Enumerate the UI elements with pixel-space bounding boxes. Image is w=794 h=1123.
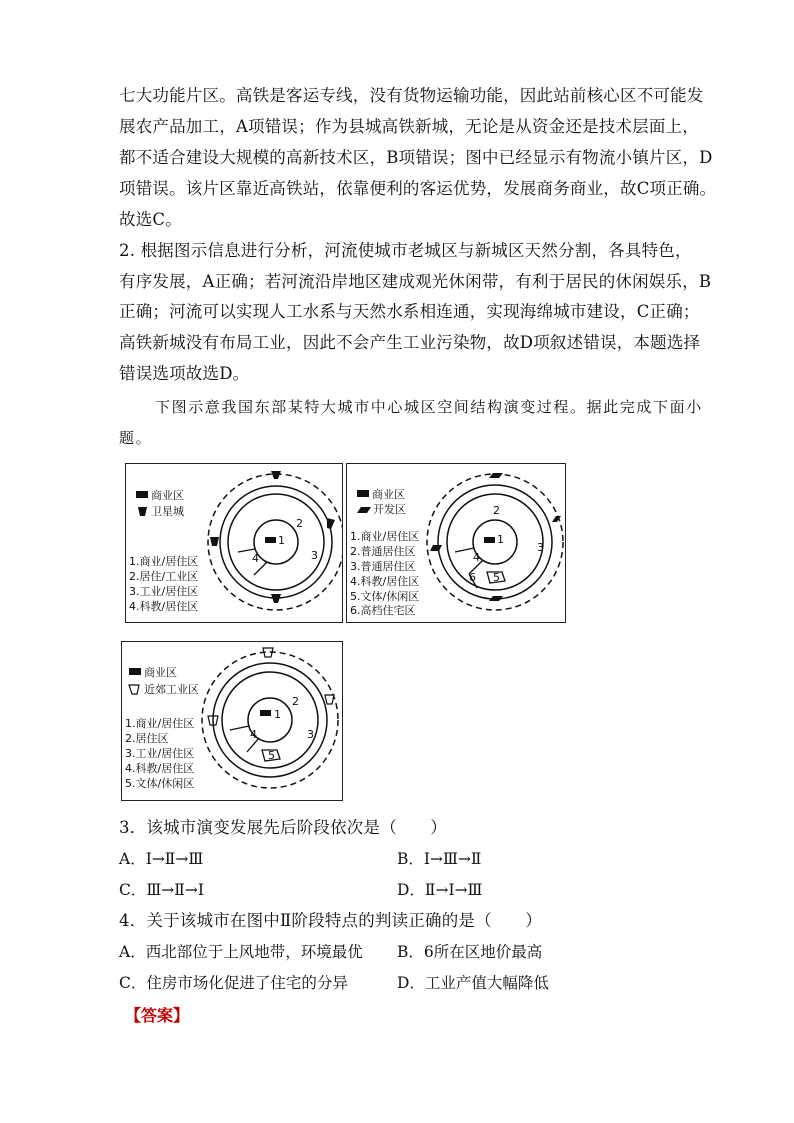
ring-label: 1 bbox=[497, 533, 504, 546]
commercial-legend-icon bbox=[129, 668, 141, 675]
ring-label: 5 bbox=[268, 749, 275, 762]
commercial-legend-icon bbox=[136, 491, 148, 498]
industrial-legend-icon bbox=[129, 685, 139, 694]
zone-label: 3.工业/居住区 bbox=[125, 747, 195, 760]
question-intro-cont: 题。 bbox=[119, 429, 153, 447]
satellite-town-icon bbox=[327, 518, 335, 529]
satellite-town-icon bbox=[271, 594, 281, 603]
zone-label: 3.工业/居住区 bbox=[129, 585, 199, 598]
industrial-zone-icon bbox=[325, 695, 334, 704]
option-a[interactable]: A．西北部位于上风地带，环境最优 bbox=[119, 943, 363, 961]
explanation-line: 错误选项故选D。 bbox=[119, 364, 250, 383]
explanation-line: 七大功能片区。高铁是客运专线，没有货物运输功能，因此站前核心区不可能发 bbox=[119, 86, 704, 105]
zone-label: 2.普通居住区 bbox=[350, 545, 416, 558]
explanation-line: 正确；河流可以实现人工水系与天然水系相连通，实现海绵城市建设，C正确； bbox=[119, 302, 700, 321]
zone-label: 1.商业/居住区 bbox=[350, 530, 420, 543]
satellite-town-legend-icon bbox=[138, 507, 147, 516]
answer-label: 【答案】 bbox=[125, 1006, 190, 1025]
explanation-line: 项错误。该片区靠近高铁站，依靠便利的客运优势，发展商务商业，故C项正确。 bbox=[119, 179, 717, 198]
zone-label: 4.科教/居住区 bbox=[129, 600, 199, 613]
ring-label: 1 bbox=[278, 534, 285, 547]
zone-label: 1.商业/居住区 bbox=[125, 717, 195, 730]
commercial-icon bbox=[484, 537, 495, 543]
ring-label: 2 bbox=[296, 517, 303, 530]
legend-label: 近郊工业区 bbox=[144, 683, 199, 696]
satellite-town-icon bbox=[271, 471, 281, 479]
question-intro: 下图示意我国东部某特大城市中心城区空间结构演变过程。据此完成下面小 bbox=[155, 398, 703, 416]
explanation-line: 高铁新城没有布局工业，因此不会产生工业污染物，故D项叙述错误，本题选择 bbox=[119, 333, 701, 352]
ring-label: 5 bbox=[493, 571, 500, 584]
zone-label: 2.居住区 bbox=[125, 732, 169, 745]
explanation-line: 故选C。 bbox=[119, 210, 182, 229]
ring-label: 3 bbox=[311, 549, 318, 562]
explanation-line: 展农产品加工，A项错误；作为县城高铁新城，无论是从资金还是技术层面上， bbox=[119, 117, 699, 136]
development-zone-icon bbox=[489, 596, 503, 601]
legend-label: 商业区 bbox=[151, 489, 184, 502]
explanation-line: 有序发展，A正确；若河流沿岸地区建成观光休闲带，有利于居民的休闲娱乐，B bbox=[119, 272, 712, 291]
legend-label: 商业区 bbox=[372, 488, 405, 501]
commercial-icon bbox=[265, 537, 276, 543]
option-c[interactable]: C．住房市场化促进了住宅的分异 bbox=[119, 974, 348, 992]
zone-label: 2.居住/工业区 bbox=[129, 570, 199, 583]
option-c[interactable]: C．Ⅲ→Ⅱ→Ⅰ bbox=[119, 881, 204, 899]
ring-label: 3 bbox=[537, 541, 544, 554]
ring-label: 2 bbox=[292, 695, 299, 708]
ring-label: 2 bbox=[493, 504, 500, 517]
question-stem: 4．关于该城市在图中Ⅱ阶段特点的判读正确的是（ ） bbox=[119, 911, 542, 930]
diagram-panel-3 bbox=[121, 641, 343, 801]
question-stem: 3．该城市演变发展先后阶段依次是（ ） bbox=[119, 818, 447, 837]
option-d[interactable]: D．Ⅱ→Ⅰ→Ⅲ bbox=[397, 881, 483, 899]
legend-label: 卫星城 bbox=[151, 505, 184, 518]
diagram-panel-1 bbox=[125, 463, 343, 623]
option-d[interactable]: D．工业产值大幅降低 bbox=[397, 974, 549, 992]
zone-label: 6.高档住宅区 bbox=[350, 604, 416, 617]
industrial-zone-icon bbox=[263, 648, 273, 657]
ring-label: 6 bbox=[469, 571, 476, 584]
legend-label: 商业区 bbox=[144, 666, 177, 679]
development-zone-icon bbox=[430, 545, 442, 551]
option-a[interactable]: A．Ⅰ→Ⅱ→Ⅲ bbox=[119, 850, 204, 868]
zone-label: 4.科教/居住区 bbox=[350, 575, 420, 588]
ring-label: 1 bbox=[274, 708, 281, 721]
option-b[interactable]: B．6所在区地价最高 bbox=[397, 943, 543, 961]
development-zone-legend-icon bbox=[357, 507, 371, 513]
ring-label: 3 bbox=[307, 728, 314, 741]
zone-label: 3.普通居住区 bbox=[350, 560, 416, 573]
option-b[interactable]: B．Ⅰ→Ⅲ→Ⅱ bbox=[397, 850, 482, 868]
explanation-line: 都不适合建设大规模的高新技术区，B项错误；图中已经显示有物流小镇片区，D bbox=[119, 148, 713, 167]
ring-label: 4 bbox=[250, 728, 257, 741]
zone-label: 1.商业/居住区 bbox=[129, 555, 199, 568]
zone-label: 5.文体/休闲区 bbox=[350, 590, 420, 603]
zone-label: 5.文体/休闲区 bbox=[125, 777, 195, 790]
commercial-icon bbox=[260, 710, 271, 716]
commercial-legend-icon bbox=[357, 490, 369, 497]
ring-label: 4 bbox=[252, 552, 259, 565]
legend-label: 开发区 bbox=[373, 503, 406, 516]
satellite-town-icon bbox=[210, 537, 219, 546]
diagram-panel-2 bbox=[346, 463, 566, 623]
explanation-line: 2. 根据图示信息进行分析，河流使城市老城区与新城区天然分割，各具特色， bbox=[119, 241, 692, 260]
ring-label: 4 bbox=[473, 551, 480, 564]
zone-label: 4.科教/居住区 bbox=[125, 762, 195, 775]
